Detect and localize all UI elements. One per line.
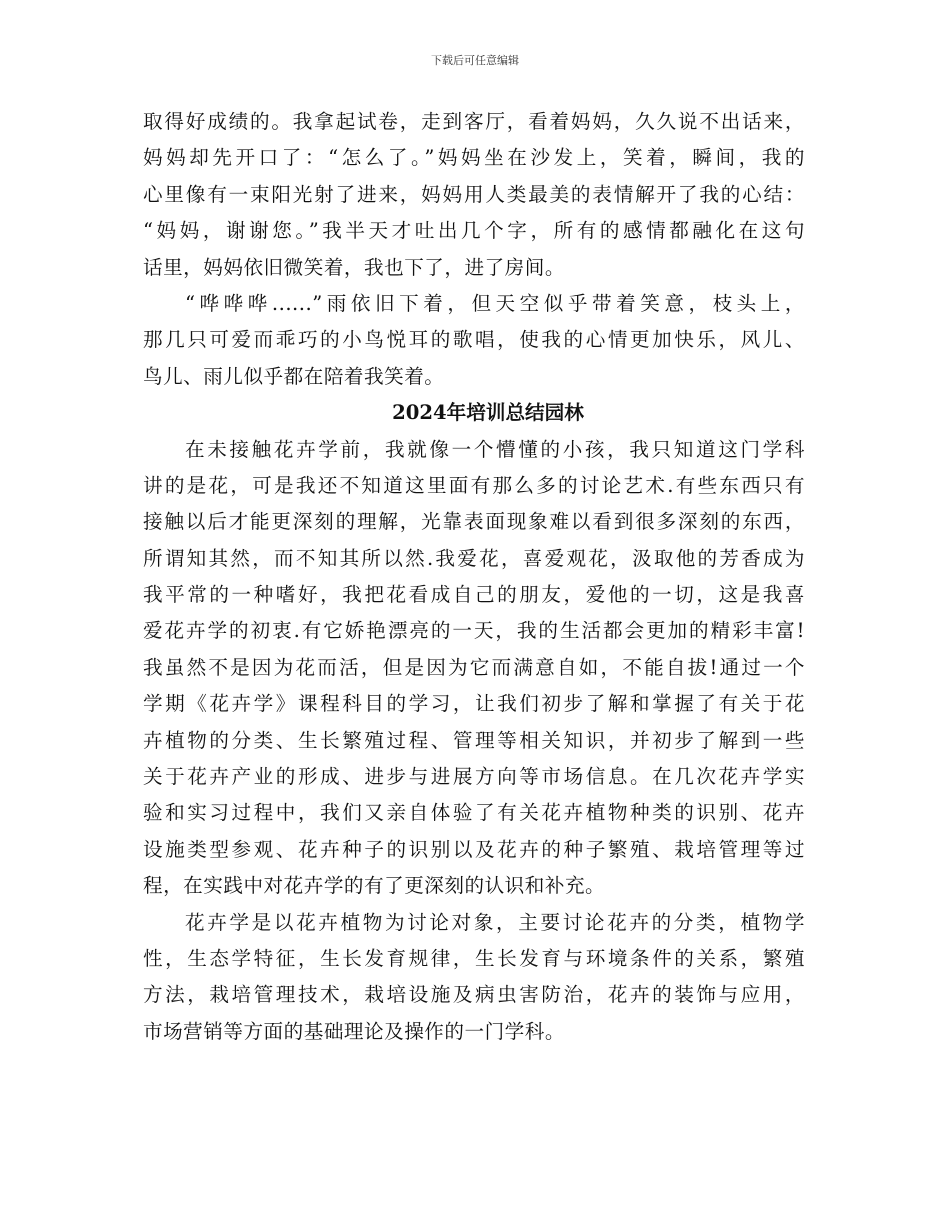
paragraph-line: 验和实习过程中，我们又亲自体验了有关花卉植物种类的识别、花卉 [143,801,805,825]
paragraph-line: 在未接触花卉学前，我就像一个懵懂的小孩，我只知道这门学科 [185,437,805,461]
paragraph-line: 所谓知其然，而不知其所以然.我爱花，喜爱观花，汲取他的芳香成为 [143,546,805,570]
paragraph-line: 花卉学是以花卉植物为讨论对象，主要讨论花卉的分类，植物学 [185,910,805,934]
paragraph-line: 讲的是花，可是我还不知道这里面有那么多的讨论艺术.有些东西只有 [143,473,805,497]
document-body [143,104,805,1050]
story-line: 妈妈却先开口了：“怎么了。”妈妈坐在沙发上，笑着，瞬间，我的 [143,146,805,170]
story-line: 心里像有一束阳光射了进来，妈妈用人类最美的表情解开了我的心结： [143,182,805,206]
article-title: 2024年培训总结园林 [392,401,584,425]
story-line: 鸟儿、雨儿似乎都在陪着我笑着。 [143,364,445,388]
paragraph-line: 卉植物的分类、生长繁殖过程、管理等相关知识，并初步了解到一些 [143,728,805,752]
story-line: “妈妈，谢谢您。”我半天才吐出几个字，所有的感情都融化在这句 [143,219,805,243]
story-line: 取得好成绩的。我拿起试卷，走到客厅，看着妈妈，久久说不出话来， [143,110,805,133]
paragraph-line: 方法，栽培管理技术，栽培设施及病虫害防治，花卉的装饰与应用， [143,983,805,1007]
paragraph-line: 设施类型参观、花卉种子的识别以及花卉的种子繁殖、栽培管理等过 [143,837,805,861]
article-paragraph-1 [143,432,805,905]
article-paragraph-2 [143,905,805,1051]
paragraph-line: 程，在实践中对花卉学的有了更深刻的认识和补充。 [143,874,606,898]
paragraph-line: 爱花卉学的初衷.有它娇艳漂亮的一天，我的生活都会更加的精彩丰富! [143,619,805,643]
paragraph-line: 我平常的一种嗜好，我把花看成自己的朋友，爱他的一切，这是我喜 [143,583,805,607]
paragraph-line: 接触以后才能更深刻的理解，光靠表面现象难以看到很多深刻的东西， [143,510,805,534]
story-line: “哗哗哗......”雨依旧下着，但天空似乎带着笑意，枝头上， [185,291,805,315]
story-line: 话里，妈妈依旧微笑着，我也下了，进了房间。 [143,255,565,279]
paragraph-line: 我虽然不是因为花而活，但是因为它而满意自如，不能自拔!通过一个 [143,655,805,679]
story-section [143,104,805,395]
story-line: 那几只可爱而乖巧的小鸟悦耳的歌唱，使我的心情更加快乐，风儿、 [143,328,805,352]
paragraph-line: 性，生态学特征，生长发育规律，生长发育与环境条件的关系，繁殖 [143,946,805,970]
page-header: 下载后可任意编辑 [431,54,519,67]
paragraph-line: 关于花卉产业的形成、进步与进展方向等市场信息。在几次花卉学实 [143,765,805,789]
paragraph-line: 市场营销等方面的基础理论及操作的一门学科。 [143,1019,565,1043]
paragraph-line: 学期《花卉学》课程科目的学习，让我们初步了解和掌握了有关于花 [143,692,805,716]
